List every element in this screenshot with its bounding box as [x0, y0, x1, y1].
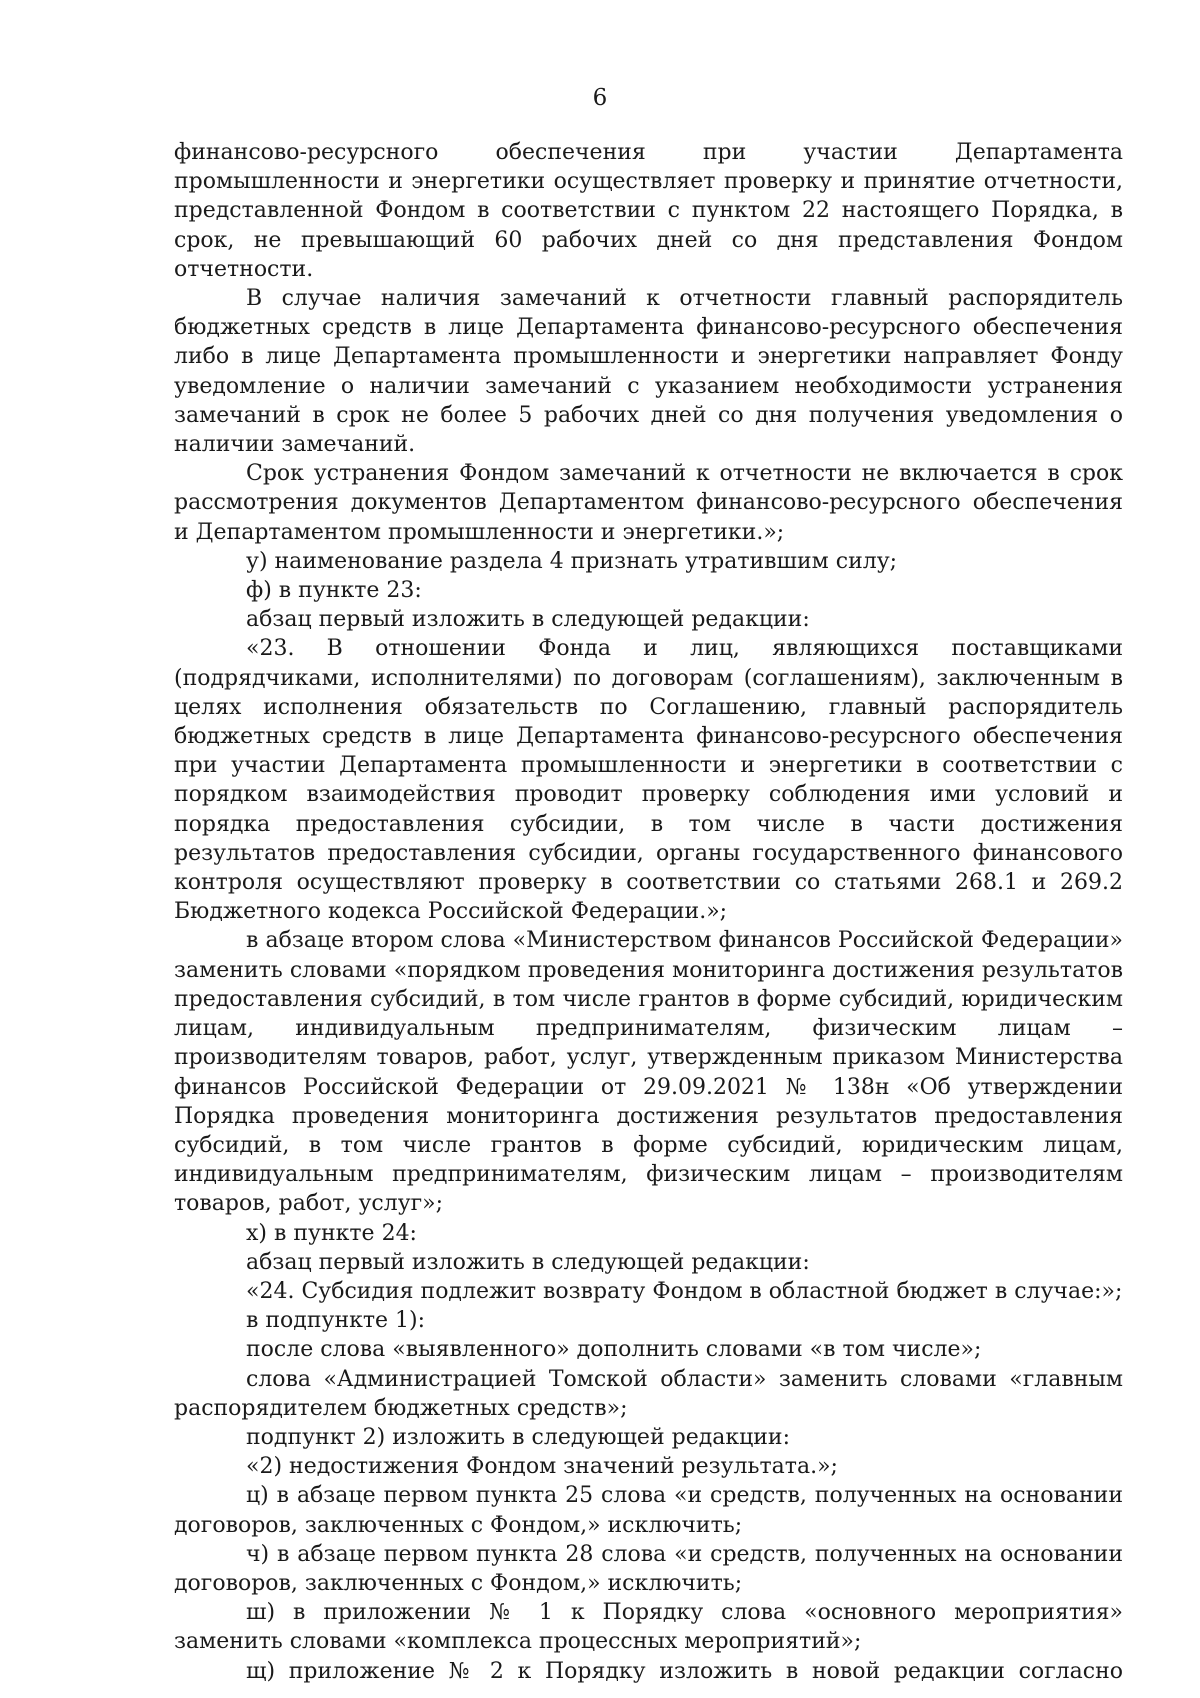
page-number: 6 — [592, 85, 608, 111]
paragraph-14: слова «Администрацией Томской области» заменить словами «главным распорядителем бюджетных средств»; — [174, 1366, 1123, 1421]
paragraph-12: в подпункте 1): — [246, 1308, 426, 1334]
paragraph-15: подпункт 2) изложить в следующей редакции: — [246, 1424, 791, 1450]
paragraph-3: Срок устранения Фондом замечаний к отчетности не включается в срок рассмотрения документов Департаментом финансово-ресурсного обеспечения и Департаментом промышленности и энергетики.»; — [174, 461, 1123, 545]
paragraph-6: абзац первый изложить в следующей редакции: — [246, 607, 810, 633]
paragraph-20: щ) приложение № 2 к Порядку изложить в новой редакции согласно — [246, 1658, 1123, 1684]
paragraph-7: «23. В отношении Фонда и лиц, являющихся поставщиками (подрядчиками, исполнителями) по договорам (соглашениям), заключенным в целях исполнения обязательств по Соглашению, главный распорядитель бюджетных средств в лице Департамента финансово-ресурсного обеспечения при участии Департамента промышленности и энергетики в соответствии с порядком взаимодействия проводит проверку соблюдения ими условий и порядка предоставления субсидии, в том числе в части достижения результатов предоставления субсидии, органы государственного финансового контроля осуществляют проверку в соответствии со статьями 268.1 и 269.2 Бюджетного кодекса Российской Федерации.»; — [174, 636, 1123, 925]
paragraph-18: ч) в абзаце первом пункта 28 слова «и средств, полученных на основании договоров, заключенных с Фондом,» исключить; — [174, 1541, 1123, 1596]
paragraph-1: финансово-ресурсного обеспечения при участии Департамента промышленности и энергетики осуществляет проверку и принятие отчетности, представленной Фондом в соответствии с пунктом 22 настоящего Порядка, в срок, не превышающий 60 рабочих дней со дня представления Фондом отчетности. — [174, 140, 1123, 282]
paragraph-13: после слова «выявленного» дополнить словами «в том числе»; — [246, 1337, 982, 1363]
paragraph-10: абзац первый изложить в следующей редакции: — [246, 1249, 810, 1275]
paragraph-17: ц) в абзаце первом пункта 25 слова «и средств, полученных на основании договоров, заключенных с Фондом,» исключить; — [174, 1483, 1123, 1538]
paragraph-4: у) наименование раздела 4 признать утратившим силу; — [246, 548, 898, 574]
paragraph-5: ф) в пункте 23: — [246, 578, 422, 604]
paragraph-2: В случае наличия замечаний к отчетности главный распорядитель бюджетных средств в лице Департамента финансово-ресурсного обеспечения либо в лице Департамента промышленности и энергетики направляет Фонду уведомление о наличии замечаний с указанием необходимости устранения замечаний в срок не более 5 рабочих дней со дня получения уведомления о наличии замечаний. — [174, 286, 1123, 458]
paragraph-9: х) в пункте 24: — [246, 1220, 417, 1246]
paragraph-8: в абзаце втором слова «Министерством финансов Российской Федерации» заменить словами «порядком проведения мониторинга достижения результатов предоставления субсидий, в том числе грантов в форме субсидий, юридическим лицам, индивидуальным предпринимателям, физическим лицам – производителям товаров, работ, услуг, утвержденным приказом Министерства финансов Российской Федерации от 29.09.2021 № 138н «Об утверждении Порядка проведения мониторинга достижения результатов предоставления субсидий, в том числе грантов в форме субсидий, юридическим лицам, индивидуальным предпринимателям, физическим лицам – производителям товаров, работ, услуг»; — [174, 928, 1123, 1217]
paragraph-11: «24. Субсидия подлежит возврату Фондом в областной бюджет в случае:»; — [246, 1278, 1123, 1304]
paragraph-19: ш) в приложении № 1 к Порядку слова «основного мероприятия» заменить словами «комплекса процессных мероприятий»; — [174, 1600, 1123, 1655]
document-body — [174, 138, 1123, 1686]
paragraph-16: «2) недостижения Фондом значений результата.»; — [246, 1454, 838, 1480]
